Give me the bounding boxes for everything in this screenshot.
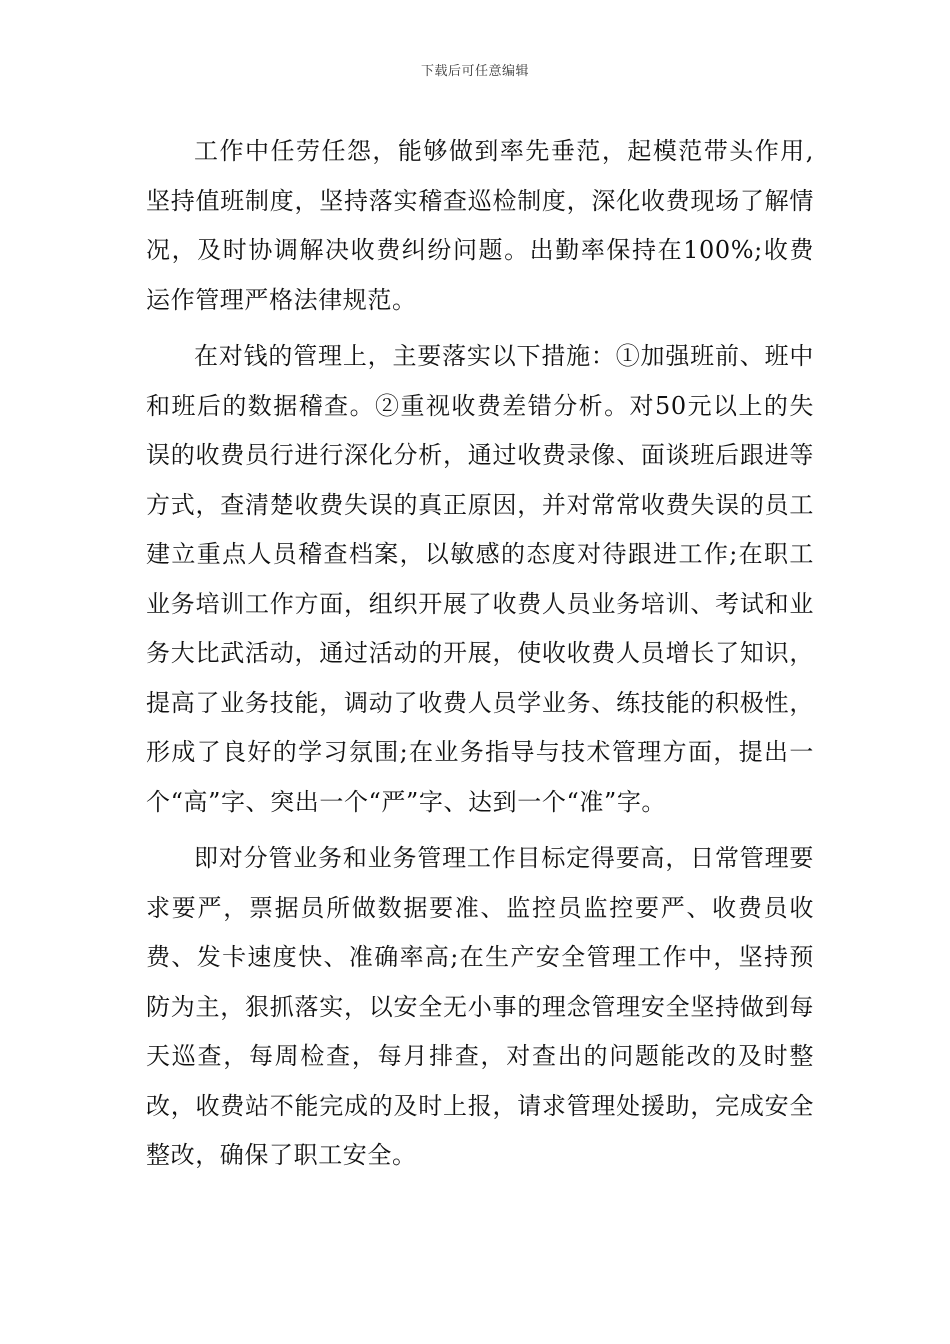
paragraph-2: 在对钱的管理上，主要落实以下措施：①加强班前、班中和班后的数据稽查。②重视收费差错分析。对50元以上的失误的收费员行进行深化分析，通过收费录像、面谈班后跟进等方式，查清楚收费失误的真正原因，并对常常收费失误的员工建立重点人员稽查档案，以敏感的态度对待跟进工作;在职工业务培训工作方面，组织开展了收费人员业务培训、考试和业务大比武活动，通过活动的开展，使收收费人员增长了知识，提高了业务技能，调动了收费人员学业务、练技能的积极性，形成了良好的学习氛围;在业务指导与技术管理方面，提出一个“高”字、突出一个“严”字、达到一个“准”字。	[146, 342, 814, 816]
page-header: 下载后可任意编辑	[420, 64, 529, 79]
paragraph-3: 即对分管业务和业务管理工作目标定得要高，日常管理要求要严，票据员所做数据要准、监控员监控要严、收费员收费、发卡速度快、准确率高;在生产安全管理工作中，坚持预防为主，狠抓落实，以安全无小事的理念管理安全坚持做到每天巡查，每周检查，每月排查，对查出的问题能改的及时整改，收费站不能完成的及时上报，请求管理处援助，完成安全整改，确保了职工安全。	[146, 844, 814, 1169]
document-body	[146, 127, 814, 1188]
paragraph-1: 工作中任劳任怨，能够做到率先垂范，起模范带头作用,坚持值班制度，坚持落实稽查巡检制度，深化收费现场了解情况，及时协调解决收费纠纷问题。出勤率保持在100%;收费运作管理严格法律规范。	[146, 137, 814, 314]
